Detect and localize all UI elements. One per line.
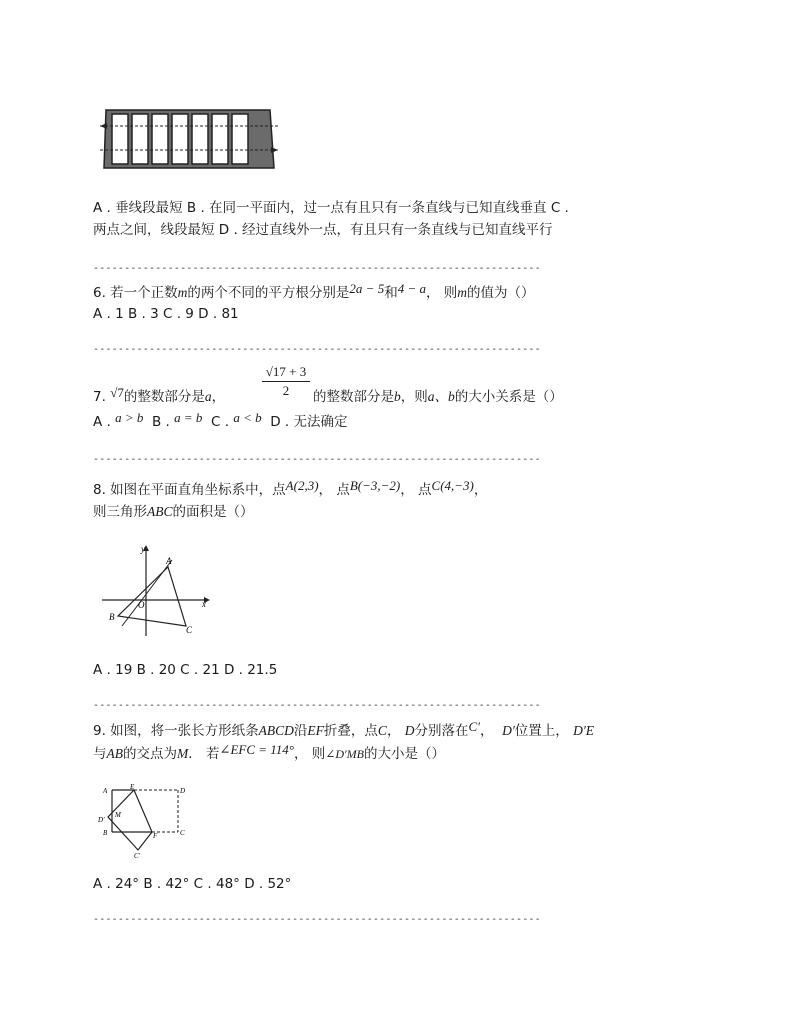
label-F: F: [153, 832, 158, 840]
separator: ------------------------------------------------------------------------: [93, 454, 541, 465]
folded-part: [108, 790, 152, 850]
q5-options-line2: 两点之间，线段最短 D . 经过直线外一点，有且只有一条直线与已知直线平行: [93, 222, 553, 238]
separator: ------------------------------------------------------------------------: [93, 914, 541, 925]
fold-line-ef: [134, 790, 152, 832]
q9-question-line2: 与AB的交点为M． 若∠EFC = 114°， 则∠D′MB的大小是（）: [93, 742, 445, 762]
label-B: B: [103, 829, 108, 837]
helper-line: [122, 560, 172, 626]
q7-question: 7. √7的整数部分是a，: [93, 385, 226, 405]
q6-question: 6. 若一个正数m的两个不同的平方根分别是2a − 5和4 − a， 则m的值为（）: [93, 281, 535, 301]
label-O: O: [138, 600, 145, 610]
separator: ------------------------------------------------------------------------: [93, 344, 541, 355]
label-C: C: [180, 829, 185, 837]
q5-options-line1: A . 垂线段最短 B . 在同一平面内，过一点有且只有一条直线与已知直线垂直 C .: [93, 200, 569, 216]
label-y: y: [141, 544, 145, 554]
pillars-figure: [100, 104, 280, 172]
q9-fold-figure: [98, 782, 190, 860]
label-M: M: [115, 811, 121, 819]
label-C-prime: C′: [134, 852, 141, 860]
q7-fraction: √17 + 3 2: [262, 364, 310, 399]
label-A: A: [166, 556, 172, 566]
label-E: E: [130, 783, 135, 791]
q7-options: A . a > b B . a = b C . a < b D . 无法确定: [93, 410, 348, 430]
q8-question-line2: 则三角形ABC的面积是（）: [93, 504, 254, 520]
label-D: D: [180, 787, 186, 795]
q8-options: A . 19 B . 20 C . 21 D . 21.5: [93, 662, 278, 678]
label-C: C: [186, 625, 193, 635]
label-x: x: [202, 599, 206, 609]
q9-options: A . 24° B . 42° C . 48° D . 52°: [93, 876, 292, 892]
q6-options: A . 1 B . 3 C . 9 D . 81: [93, 306, 239, 322]
q8-question-line1: 8. 如图在平面直角坐标系中，点A(2,3)， 点B(−3,−2)， 点C(4,−3)，: [93, 478, 488, 498]
label-A: A: [103, 787, 108, 795]
q9-question-line1: 9. 如图，将一张长方形纸条ABCD沿EF折叠，点C， D分别落在C′， D′位置上， D′E: [93, 719, 595, 739]
label-D-prime: D′: [98, 816, 105, 824]
q7-question-cont: 的整数部分是b，则a、b的大小关系是（）: [313, 389, 563, 405]
separator: ------------------------------------------------------------------------: [93, 263, 541, 274]
separator: ------------------------------------------------------------------------: [93, 700, 541, 711]
q8-coordinate-figure: [98, 540, 218, 640]
label-B: B: [109, 612, 115, 622]
